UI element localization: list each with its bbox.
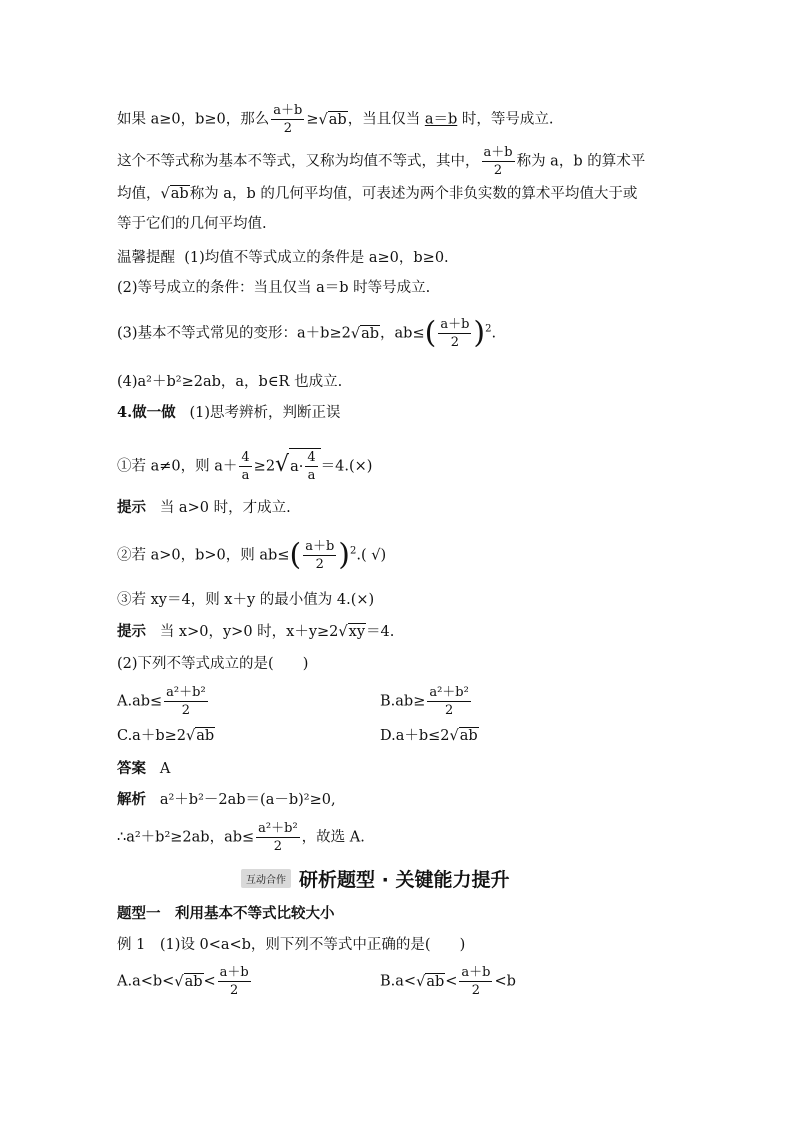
tip-title: 温馨提醒 <box>117 250 175 266</box>
question-4: (2)下列不等式成立的是( ) <box>117 656 309 672</box>
tip-line-1: 温馨提醒 (1)均值不等式成立的条件是 a≥0，b≥0. <box>117 250 449 266</box>
tip-line-4: (4)a²＋b²≥2ab，a，b∈R 也成立. <box>117 374 343 390</box>
conclusion-line: ∴a²＋b²≥2ab，ab≤ $\frac{\text{a²＋b²}}{2}$ ，故选 A. <box>117 821 365 854</box>
example-1: 例 1 (1)设 0<a<b，则下列不等式中正确的是( ) <box>117 937 466 953</box>
text-line-3: 均值，√ab称为 a，b 的几何平均值，可表述为两个非负实数的算术平均值大于或 <box>117 186 638 202</box>
type-heading: 题型一 利用基本不等式比较大小 <box>117 905 335 922</box>
text-line-4: 等于它们的几何平均值. <box>117 216 267 232</box>
option-d: D.a＋b≤2√ab <box>380 728 478 744</box>
answer-line: 答案 A <box>117 760 171 777</box>
hint-2: 提示 当 x>0，y>0 时，x＋y≥2√xy＝4. <box>117 623 395 640</box>
example-option-b: B.a<√ab< $\frac{a+b}{2}$ <b <box>380 965 516 998</box>
section-header <box>241 865 509 892</box>
question-2: ②若 a>0，b>0，则 ab≤( $\frac{a+b}{2}$ )$^2$.( √) <box>117 537 387 573</box>
tip-line-3: (3)基本不等式常见的变形：a＋b≥2√ab，ab≤( $\frac{a+b}{2}$ )$^2$. <box>117 315 497 351</box>
question-1: ①若 a≠0，则 a＋ $\frac{4}{a}$ ≥2√ a· $\frac{4}{a}$ ＝4.(×) <box>117 450 373 483</box>
option-a: A.ab≤ $\frac{\text{a²＋b²}}{2}$ <box>117 685 206 718</box>
hint-1: 提示 当 a>0 时，才成立. <box>117 499 291 516</box>
text-line-1: 如果 a≥0，b≥0，那么 $\frac{a+b}{2}$ ≥√ab，当且仅当 a＝b 时，等号成立. <box>117 103 554 136</box>
tip-line-2: (2)等号成立的条件：当且仅当 a＝b 时等号成立. <box>117 280 431 296</box>
sqrt: √ab <box>318 111 347 128</box>
fraction: $\frac{a+b}{2}$ <box>273 103 303 136</box>
fraction: $\frac{a+b}{2}$ <box>483 145 513 178</box>
section-title: 研析题型 · 关键能力提升 <box>299 869 510 891</box>
option-b: B.ab≥ $\frac{\text{a²＋b²}}{2}$ <box>380 685 469 718</box>
question-3: ③若 xy＝4，则 x＋y 的最小值为 4.(×) <box>117 592 375 608</box>
section-4-heading: 4.做一做 (1)思考辨析，判断正误 <box>117 404 341 421</box>
section-badge: 互动合作 <box>241 869 291 888</box>
option-c: C.a＋b≥2√ab <box>117 728 215 744</box>
example-option-a: A.a<b<√ab< $\frac{a+b}{2}$ <box>117 965 249 998</box>
text-line-2: 这个不等式称为基本不等式，又称为均值不等式，其中， $\frac{a+b}{2}$ 称为 a，b 的算术平 <box>117 145 646 178</box>
analysis-line: 解析 a²＋b²－2ab＝(a－b)²≥0, <box>117 791 336 808</box>
